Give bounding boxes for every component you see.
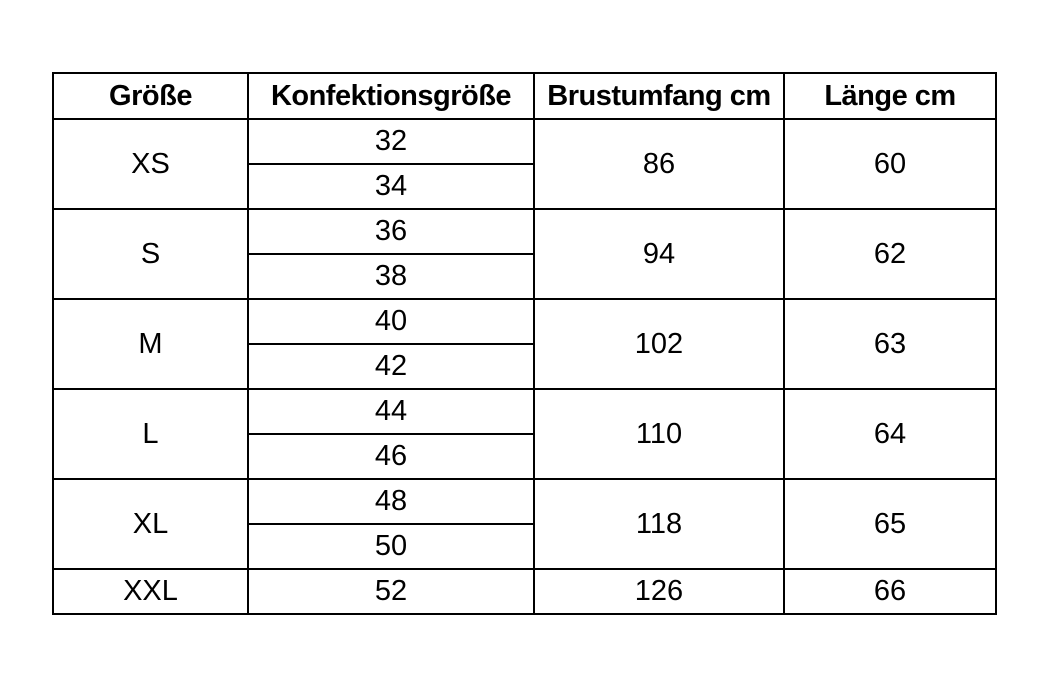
cell-confection: 38 (248, 254, 534, 299)
cell-chest: 110 (534, 389, 784, 479)
cell-confection: 32 (248, 119, 534, 164)
cell-confection: 44 (248, 389, 534, 434)
size-chart-table (52, 72, 997, 615)
cell-size: L (53, 389, 248, 479)
cell-chest: 102 (534, 299, 784, 389)
cell-size: XS (53, 119, 248, 209)
header-length: Länge cm (784, 73, 996, 119)
cell-size: XL (53, 479, 248, 569)
cell-length: 65 (784, 479, 996, 569)
table-row (53, 299, 996, 344)
cell-length: 63 (784, 299, 996, 389)
table-row (53, 119, 996, 164)
cell-chest: 118 (534, 479, 784, 569)
table-row (53, 479, 996, 524)
cell-length: 62 (784, 209, 996, 299)
cell-length: 60 (784, 119, 996, 209)
cell-size: S (53, 209, 248, 299)
cell-size: M (53, 299, 248, 389)
cell-length: 64 (784, 389, 996, 479)
cell-confection: 42 (248, 344, 534, 389)
table-row (53, 569, 996, 614)
cell-confection: 36 (248, 209, 534, 254)
cell-chest: 126 (534, 569, 784, 614)
cell-length: 66 (784, 569, 996, 614)
table-header-row (53, 73, 996, 119)
cell-confection: 50 (248, 524, 534, 569)
table-row (53, 209, 996, 254)
cell-chest: 94 (534, 209, 784, 299)
table-row (53, 389, 996, 434)
cell-size: XXL (53, 569, 248, 614)
cell-confection: 52 (248, 569, 534, 614)
cell-chest: 86 (534, 119, 784, 209)
header-size: Größe (53, 73, 248, 119)
header-chest: Brustumfang cm (534, 73, 784, 119)
header-confection-size: Konfektionsgröße (248, 73, 534, 119)
cell-confection: 34 (248, 164, 534, 209)
cell-confection: 40 (248, 299, 534, 344)
cell-confection: 46 (248, 434, 534, 479)
cell-confection: 48 (248, 479, 534, 524)
